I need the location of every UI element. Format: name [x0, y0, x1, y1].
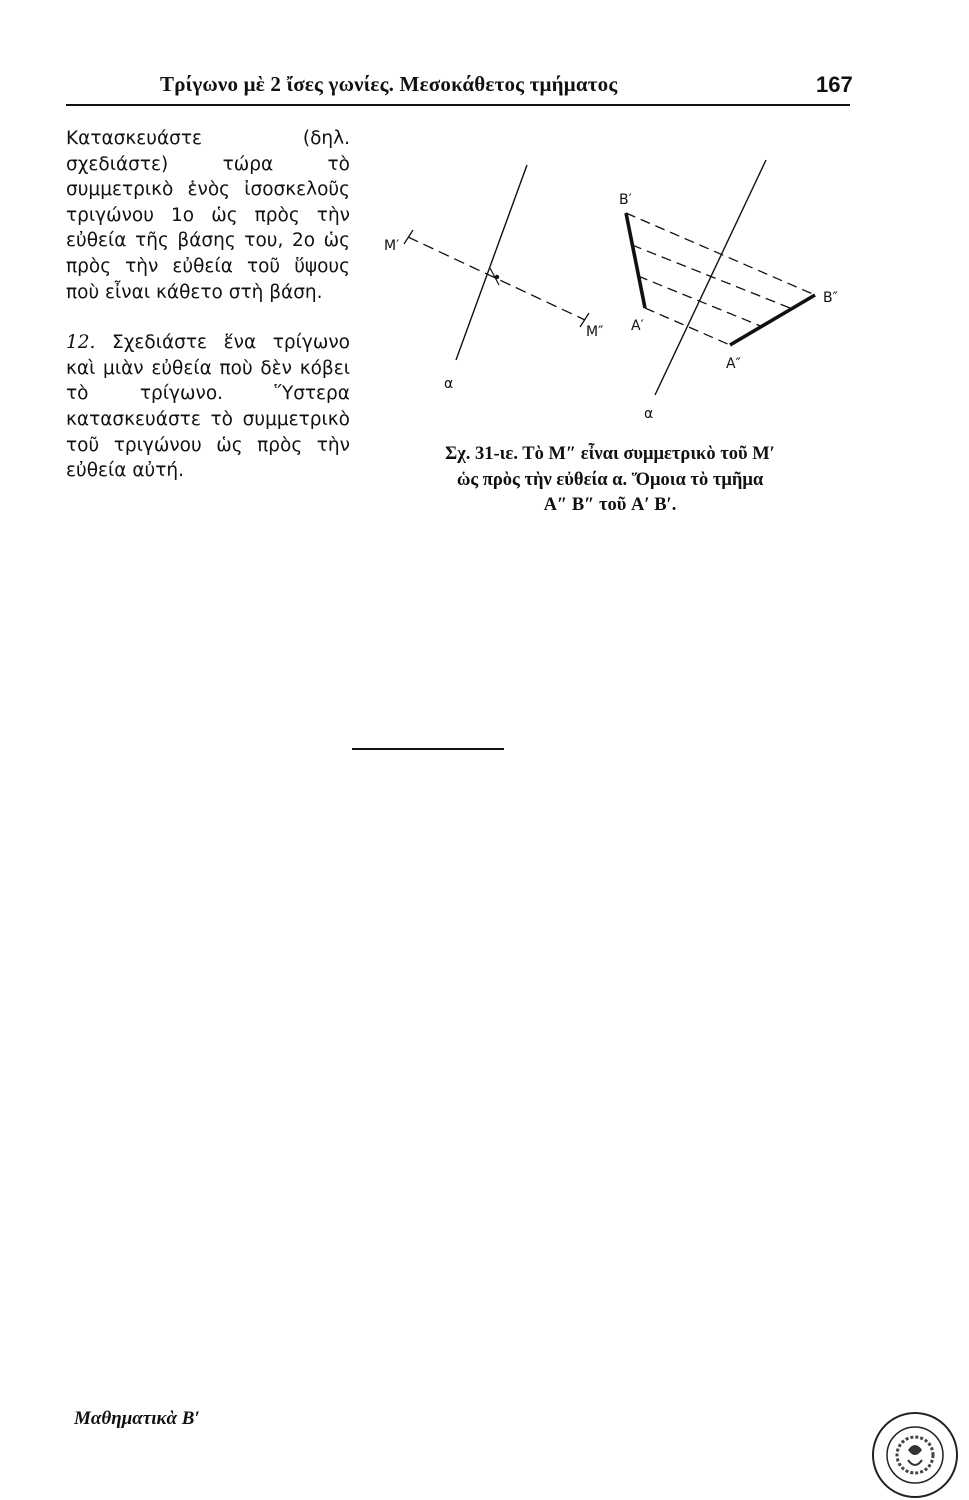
- label-b-double: B″: [823, 290, 838, 306]
- caption-line-1: Σχ. 31-ιε. Τὸ M″ εἶναι συμμετρικὸ τοῦ M′: [445, 444, 775, 464]
- exercise-number: 12.: [66, 332, 96, 354]
- label-a-prime: A′: [631, 318, 644, 334]
- label-m-prime: M′: [384, 238, 400, 254]
- label-b-prime: B′: [619, 192, 632, 208]
- page-number: 167: [816, 72, 853, 97]
- running-title: Τρίγωνο μὲ 2 ἴσες γωνίες. Μεσοκάθετος τμήματος: [160, 72, 618, 96]
- segment-a-prime-b-prime: [626, 213, 645, 308]
- label-alpha-right: α: [644, 406, 654, 422]
- line-alpha-left: [456, 165, 527, 360]
- text-column: [66, 126, 350, 484]
- figure-31-ie: [360, 150, 860, 440]
- line-alpha-right: [655, 160, 766, 395]
- label-alpha-left: α: [444, 376, 454, 392]
- caption-line-2: ὡς πρὸς τὴν εὐθεία α. Ὅμοια τὸ τμῆμα: [456, 469, 764, 490]
- figure-caption: [335, 442, 885, 519]
- caption-line-3: A″ B″ τοῦ A′ B′.: [543, 495, 677, 515]
- intersection-point: [495, 275, 499, 279]
- segment-a-double-b-double: [730, 295, 815, 345]
- label-m-double: M″: [586, 324, 604, 340]
- paragraph-construct-symmetric: Κατασκευάστε (δηλ. σχεδιάστε) τώρα τὸ συμμετρικὸ ἑνὸς ἰσοσκελοῦς τριγώνου 1ο ὡς πρὸς τὴν εὐθεία τῆς βάσης του, 2ο ὡς πρὸς τὴν εὐθεία τοῦ ὕψους ποὺ εἶναι κάθετο στὴ βάση.: [66, 128, 350, 303]
- footer-book-title: Μαθηματικὰ Β′: [74, 1408, 200, 1429]
- label-a-double: A″: [726, 356, 741, 372]
- foundation-seal-icon: [870, 1410, 960, 1500]
- dashed-mid-b: [638, 276, 763, 327]
- tick-m-prime: [404, 230, 413, 244]
- header-rule: [66, 104, 850, 106]
- dashed-mid-a: [632, 245, 790, 308]
- exercise-12: [66, 330, 350, 484]
- exercise-12-text: Σχεδιάστε ἕνα τρίγωνο καὶ μιὰν εὐθεία ποὺ δὲν κόβει τὸ τρίγωνο. Ὕστερα κατασκευάστε τὸ συμμετρικὸ τοῦ τριγώνου ὡς πρὸς τὴν εὐθεία αὐτή.: [66, 332, 350, 482]
- section-divider: [352, 748, 504, 750]
